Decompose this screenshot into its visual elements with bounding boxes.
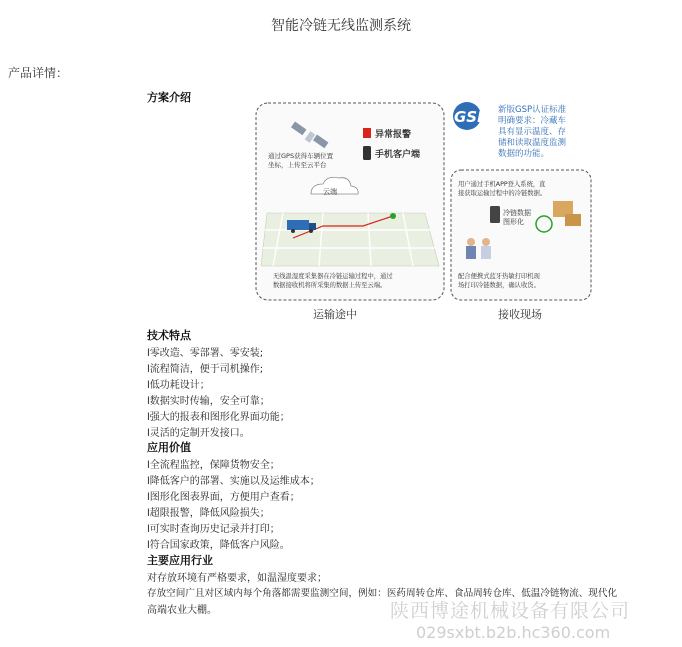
receive-label: 接收现场: [498, 308, 542, 321]
value-item: l可实时查询历史记录并打印；: [147, 524, 280, 535]
app-login-text: 用户通过手机APP登入系统，直 接获取运输过程中的冷链数据。: [458, 181, 547, 197]
value-item: l符合国家政策，降低客户风险。: [147, 540, 290, 551]
solution-diagram: [253, 98, 597, 324]
watermark-company: 陕西博途机械设备有限公司: [390, 600, 631, 622]
industry-item: 对存放环境有严格要求，如温湿度要求；: [147, 573, 327, 584]
transport-label: 运输途中: [313, 308, 357, 321]
value-item: l超限报警，降低风险损失；: [147, 508, 270, 519]
watermark-url: 029sxbt.b2b.hc360.com: [416, 623, 611, 642]
phone-client-label: 手机客户端: [375, 150, 421, 160]
gps-text: 通过GPS获得车辆位置 坐标，上传至云平台: [268, 152, 334, 169]
feature-item: l流程简洁，便于司机操作;: [147, 364, 264, 375]
alarm-label: 异常报警: [375, 130, 412, 140]
industry-item: 高端农业大棚。: [147, 605, 217, 616]
feature-item: l零改造、零部署、零安装;: [147, 348, 264, 359]
value-item: l图形化图表界面，方便用户查看；: [147, 492, 300, 503]
feature-item: l灵活的定制开发接口。: [147, 428, 250, 439]
transport-panel: [256, 103, 444, 300]
chart-label: 冷链数据 图形化: [503, 209, 531, 226]
alarm-icon: [363, 128, 371, 138]
cloud-label: 云端: [323, 188, 337, 196]
mobile-app-icon: [490, 206, 500, 223]
location-pin-icon: [390, 213, 396, 219]
print-text: 配合便携式蓝牙热敏打印机现 场打印冷链数据，确认收货。: [458, 273, 540, 289]
gsp-requirement-text: 新版GSP认证标准 明确要求：冷藏车 具有显示温度、存 储和读取温度监测 数据的功能。: [498, 105, 567, 159]
section-heading-value: 应用价值: [147, 441, 191, 454]
feature-item: l数据实时传输，安全可靠；: [147, 396, 270, 407]
feature-item: l低功耗设计；: [147, 380, 210, 391]
section-heading-intro: 方案介绍: [147, 91, 191, 104]
industry-item: 存放空间广且对区域内每个角落都需要监测空间，例如：医药周转仓库、食品周转仓库、低温冷链物流、现代化: [147, 588, 618, 599]
gsp-logo-icon: [453, 102, 488, 130]
page-title: 智能冷链无线监测系统: [271, 18, 411, 34]
gsp-logo-text: GSP: [454, 108, 489, 126]
sensor-text: 无线温湿度采集器在冷链运输过程中，通过 数据接收机将所采集的数据上传至云端。: [273, 273, 393, 289]
phone-icon: [363, 146, 371, 160]
section-heading-industries: 主要应用行业: [147, 554, 213, 567]
section-heading-features: 技术特点: [147, 329, 191, 342]
value-item: l降低客户的部署、实施以及运维成本；: [147, 476, 320, 487]
feature-item: l强大的报表和图形化界面功能；: [147, 412, 290, 423]
value-item: l全流程监控，保障货物安全；: [147, 460, 280, 471]
product-details-label: 产品详情：: [8, 66, 69, 80]
